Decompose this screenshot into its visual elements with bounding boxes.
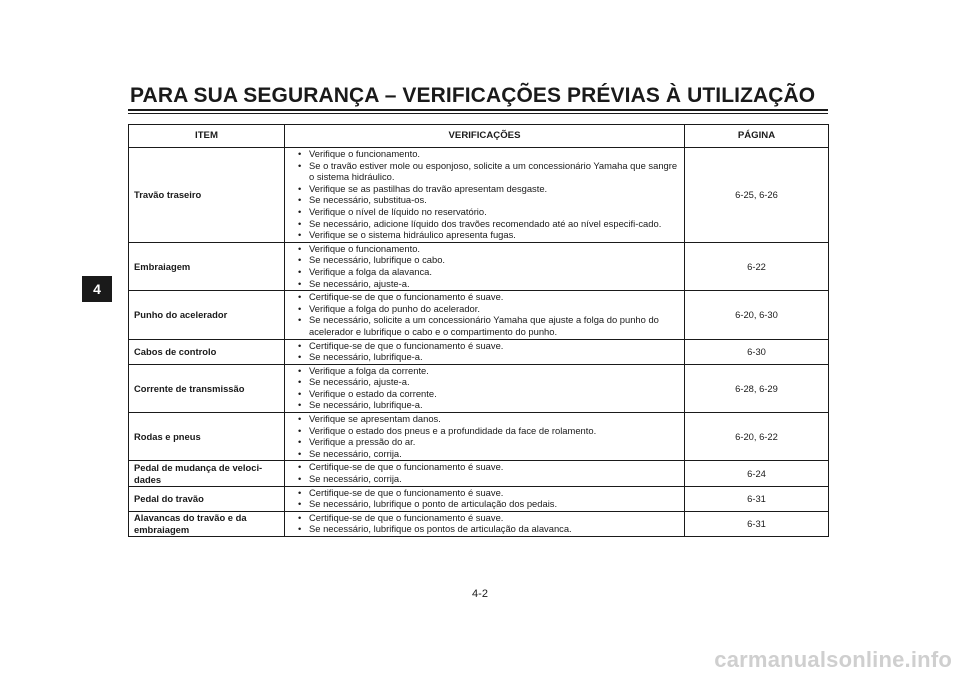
check-text: Verifique se apresentam danos. (309, 413, 441, 425)
check-text: Certifique-se de que o funcionamento é suave. (309, 511, 504, 523)
bullet-icon: • (298, 447, 302, 459)
bullet-icon: • (298, 194, 302, 206)
bullet-icon: • (298, 351, 302, 363)
bullet-icon: • (298, 473, 302, 485)
check-text: Se necessário, lubrifique-a. (309, 399, 423, 411)
check-text: Verifique a folga da corrente. (309, 364, 429, 376)
bullet-icon: • (298, 511, 302, 523)
check-text: Se o travão estiver mole ou esponjoso, solicite a um concessionário Yamaha que sangre o sistema hidráulico. (309, 159, 678, 183)
list-item (289, 376, 680, 388)
list-item (289, 278, 680, 290)
checks-list (289, 512, 680, 535)
list-item (289, 194, 680, 206)
list-item (289, 183, 680, 195)
check-text: Verifique o funcionamento. (309, 242, 421, 254)
table-header-row (129, 125, 829, 148)
page-cell: 6-31 (685, 486, 829, 511)
checks-list (289, 413, 680, 459)
list-item (289, 448, 680, 460)
checks-list (289, 148, 680, 241)
checks-cell (285, 242, 685, 290)
table-row (129, 339, 829, 364)
check-text: Se necessário, lubrifique o ponto de articulação dos pedais. (309, 498, 558, 510)
bullet-icon: • (298, 182, 302, 194)
table-row (129, 511, 829, 536)
title-rule (128, 109, 828, 111)
item-cell: Pedal de mudança de veloci-dades (129, 461, 285, 486)
list-item (289, 254, 680, 266)
check-text: Verifique se as pastilhas do travão apresentam desgaste. (309, 182, 548, 194)
list-item (289, 243, 680, 255)
bullet-icon: • (298, 217, 302, 229)
bullet-icon: • (298, 291, 302, 303)
list-item (289, 266, 680, 278)
column-header-page: PÁGINA (685, 125, 829, 148)
list-item (289, 314, 680, 337)
checks-cell (285, 486, 685, 511)
page-cell: 6-20, 6-30 (685, 291, 829, 339)
check-text: Se necessário, solicite a um concessionário Yamaha que ajuste a folga do punho do acelerador e lubrifique o cabo e o compartimento do punho. (309, 314, 659, 337)
bullet-icon: • (298, 436, 302, 448)
list-item (289, 487, 680, 499)
check-text: Se necessário, corrija. (309, 473, 402, 485)
list-item (289, 523, 680, 535)
bullet-icon: • (298, 424, 302, 436)
page-cell: 6-31 (685, 511, 829, 536)
pre-operation-checklist-table (128, 124, 829, 537)
list-item (289, 399, 680, 411)
check-text: Se necessário, lubrifique os pontos de articulação da alavanca. (309, 523, 572, 535)
item-cell: Rodas e pneus (129, 413, 285, 461)
list-item (289, 461, 680, 473)
bullet-icon: • (298, 229, 302, 241)
list-item (289, 512, 680, 524)
bullet-icon: • (298, 461, 302, 473)
bullet-icon: • (298, 486, 302, 498)
bullet-icon: • (298, 254, 302, 266)
check-text: Se necessário, corrija. (309, 447, 402, 459)
check-text: Verifique o estado dos pneus e a profundidade da face de rolamento. (309, 424, 597, 436)
item-cell: Corrente de transmissão (129, 364, 285, 412)
table-row (129, 364, 829, 412)
checks-cell (285, 413, 685, 461)
page-title: PARA SUA SEGURANÇA – VERIFICAÇÕES PRÉVIAS À UTILIZAÇÃO (130, 84, 816, 107)
list-item (289, 291, 680, 303)
bullet-icon: • (298, 376, 302, 388)
bullet-icon: • (298, 277, 302, 289)
bullet-icon: • (298, 265, 302, 277)
list-item (289, 340, 680, 352)
bullet-icon: • (298, 413, 302, 425)
item-cell: Punho do acelerador (129, 291, 285, 339)
table-row (129, 291, 829, 339)
item-cell: Cabos de controlo (129, 339, 285, 364)
table-row (129, 486, 829, 511)
checks-list (289, 291, 680, 337)
list-item (289, 473, 680, 485)
check-text: Se necessário, substitua-os. (309, 194, 427, 206)
bullet-icon: • (298, 364, 302, 376)
check-text: Certifique-se de que o funcionamento é suave. (309, 486, 504, 498)
list-item (289, 388, 680, 400)
list-item (289, 229, 680, 241)
checks-list (289, 243, 680, 289)
page-cell: 6-22 (685, 242, 829, 290)
check-text: Verifique o funcionamento. (309, 148, 421, 159)
checks-cell (285, 461, 685, 486)
chapter-tab: 4 (82, 276, 112, 302)
bullet-icon: • (298, 387, 302, 399)
page-cell: 6-25, 6-26 (685, 148, 829, 243)
check-text: Se necessário, lubrifique-a. (309, 351, 423, 363)
checks-list (289, 365, 680, 411)
checks-cell (285, 364, 685, 412)
bullet-icon: • (298, 148, 302, 159)
table-row (129, 461, 829, 486)
item-cell: Travão traseiro (129, 148, 285, 243)
checks-cell (285, 148, 685, 243)
list-item (289, 148, 680, 160)
check-text: Verifique a folga do punho do acelerador. (309, 302, 480, 314)
checks-list (289, 340, 680, 363)
list-item (289, 365, 680, 377)
page-cell: 6-24 (685, 461, 829, 486)
check-text: Verifique a folga da alavanca. (309, 265, 433, 277)
title-rule-thin (128, 113, 828, 114)
check-text: Certifique-se de que o funcionamento é suave. (309, 461, 504, 473)
check-text: Certifique-se de que o funcionamento é suave. (309, 339, 504, 351)
check-text: Verifique o nível de líquido no reservatório. (309, 205, 487, 217)
check-text: Verifique a pressão do ar. (309, 436, 416, 448)
bullet-icon: • (298, 498, 302, 510)
list-item (289, 413, 680, 425)
column-header-item: ITEM (129, 125, 285, 148)
watermark: carmanualsonline.info (714, 647, 952, 672)
list-item (289, 160, 680, 183)
item-cell: Alavancas do travão e da embraiagem (129, 511, 285, 536)
checks-list (289, 461, 680, 484)
bullet-icon: • (298, 302, 302, 314)
table-row (129, 148, 829, 243)
list-item (289, 498, 680, 510)
check-text: Certifique-se de que o funcionamento é suave. (309, 291, 504, 303)
list-item (289, 303, 680, 315)
list-item (289, 218, 680, 230)
checks-cell (285, 291, 685, 339)
bullet-icon: • (298, 523, 302, 535)
list-item (289, 436, 680, 448)
column-header-checks: VERIFICAÇÕES (285, 125, 685, 148)
checks-list (289, 487, 680, 510)
bullet-icon: • (298, 339, 302, 351)
bullet-icon: • (298, 399, 302, 411)
list-item (289, 425, 680, 437)
bullet-icon: • (298, 159, 302, 171)
checks-cell (285, 511, 685, 536)
page-cell: 6-30 (685, 339, 829, 364)
item-cell: Pedal do travão (129, 486, 285, 511)
bullet-icon: • (298, 205, 302, 217)
table-row (129, 242, 829, 290)
list-item (289, 351, 680, 363)
check-text: Se necessário, adicione líquido dos travões recomendado até ao nível especifi-cado. (309, 217, 662, 229)
page-number: 4-2 (472, 588, 488, 600)
check-text: Verifique o estado da corrente. (309, 387, 437, 399)
check-text: Se necessário, ajuste-a. (309, 277, 410, 289)
check-text: Se necessário, lubrifique o cabo. (309, 254, 446, 266)
bullet-icon: • (298, 314, 302, 326)
item-cell: Embraiagem (129, 242, 285, 290)
check-text: Verifique se o sistema hidráulico apresenta fugas. (309, 229, 516, 241)
check-text: Se necessário, ajuste-a. (309, 376, 410, 388)
bullet-icon: • (298, 242, 302, 254)
table-row (129, 413, 829, 461)
list-item (289, 206, 680, 218)
page-cell: 6-28, 6-29 (685, 364, 829, 412)
checks-cell (285, 339, 685, 364)
page-cell: 6-20, 6-22 (685, 413, 829, 461)
